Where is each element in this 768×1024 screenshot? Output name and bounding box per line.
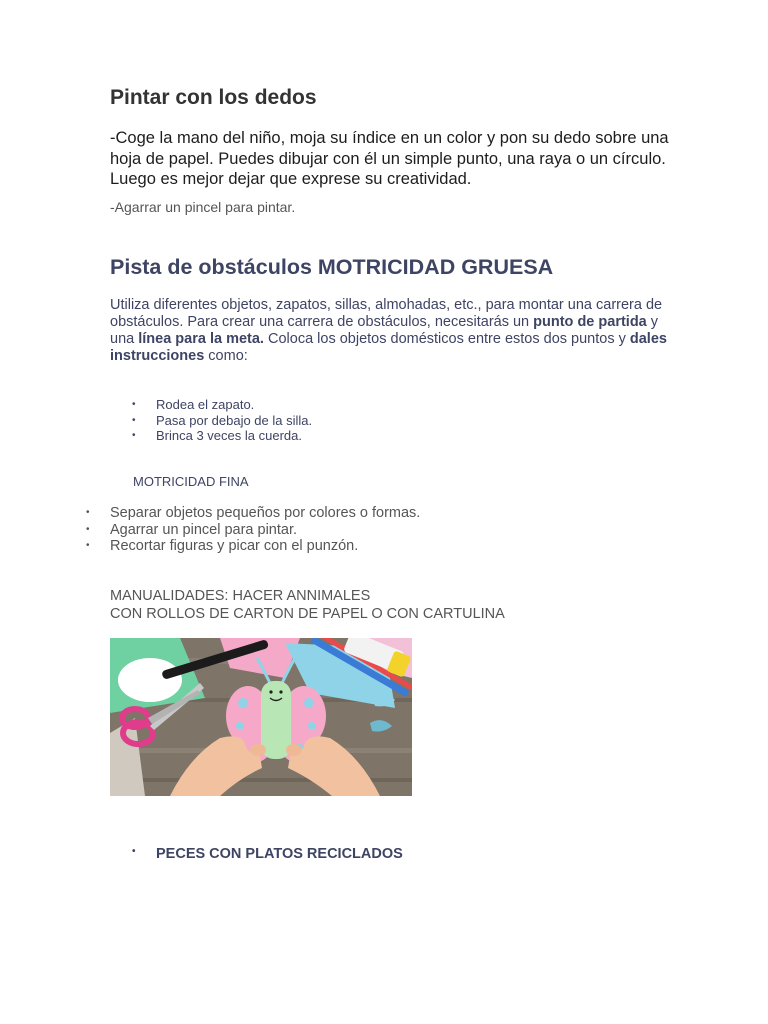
finger-painting-note: -Agarrar un pincel para pintar. xyxy=(110,199,296,215)
obstacle-course-paragraph xyxy=(110,297,670,365)
bullet-icon: • xyxy=(86,523,90,535)
bullet-icon: • xyxy=(132,414,136,426)
section-title-fine-motor: MOTRICIDAD FINA xyxy=(133,474,249,489)
list-item: • Recortar figuras y picar con el punzón. xyxy=(86,538,359,554)
bullet-icon: • xyxy=(132,399,136,410)
obstacle-list xyxy=(132,397,312,444)
list-item: • Brinca 3 veces la cuerda. xyxy=(132,428,302,443)
obstacle-text-1: Utiliza diferentes objetos, zapatos, sillas, almohadas, etc., para montar una carrera de obstáculos. Para crear una carrera de obstáculos, necesitarás un xyxy=(110,297,663,330)
crafts-heading-line-1: MANUALIDADES: HACER ANNIMALES xyxy=(110,588,371,604)
obstacle-bold-finish: línea para la meta. xyxy=(138,331,264,347)
obstacle-bold-start: punto de partida xyxy=(533,314,647,330)
crafts-heading xyxy=(110,588,505,623)
list-item: • Separar objetos pequeños por colores o formas. xyxy=(86,505,421,521)
finger-painting-paragraph: -Coge la mano del niño, moja su índice en un color y pon su dedo sobre una hoja de papel. Puedes dibujar con él un simple punto, una raya o un círculo. Luego es mejor dejar que exprese su creatividad. xyxy=(110,129,669,188)
section-title-obstacle-course: Pista de obstáculos MOTRICIDAD GRUESA xyxy=(110,255,554,279)
obstacle-text-4: como: xyxy=(204,348,248,364)
fine-motor-list xyxy=(86,505,420,555)
section-title-finger-painting: Pintar con los dedos xyxy=(110,86,317,109)
obstacle-bold-instructions: dales instrucciones xyxy=(110,331,667,364)
obstacle-text-3: Coloca los objetos domésticos entre estos dos puntos y xyxy=(263,331,630,347)
bullet-icon: • xyxy=(86,507,90,518)
list-item: • Pasa por debajo de la silla. xyxy=(132,412,313,428)
bullet-icon: • xyxy=(132,430,136,441)
list-item: • Rodea el zapato. xyxy=(132,397,255,412)
butterfly-craft-photo xyxy=(110,638,412,796)
bullet-icon: • xyxy=(132,846,136,857)
list-item: • PECES CON PLATOS RECICLADOS xyxy=(132,846,403,862)
obstacle-text-2: y una xyxy=(110,314,659,347)
crafts-heading-line-2: CON ROLLOS DE CARTON DE PAPEL O CON CARTULINA xyxy=(110,605,505,622)
list-item: • Agarrar un pincel para pintar. xyxy=(86,521,297,538)
bullet-icon: • xyxy=(86,540,90,551)
fish-list xyxy=(132,846,403,862)
